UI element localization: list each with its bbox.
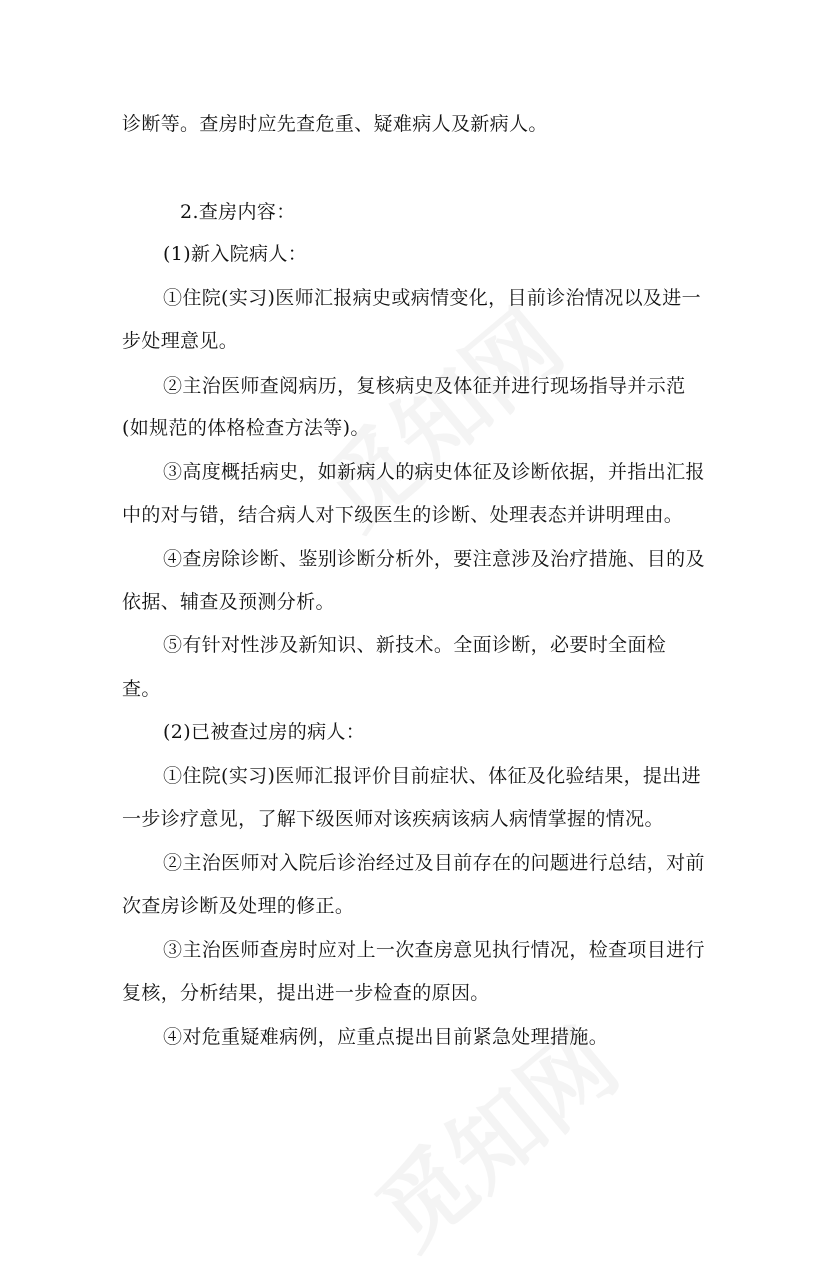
subsection-heading: (1)新入院病人： (163, 243, 308, 265)
paragraph-line: 次查房诊断及处理的修正。 (122, 895, 355, 917)
paragraph-line: ②主治医师查阅病历，复核病史及体征并进行现场指导并示范 (163, 375, 686, 397)
paragraph-line: ⑤有针对性涉及新知识、新技术。全面诊断，必要时全面检 (163, 634, 667, 656)
paragraph-line: ④查房除诊断、鉴别诊断分析外，要注意涉及治疗措施、目的及 (163, 548, 705, 570)
watermark-logo (360, 1013, 636, 1267)
paragraph-line: 复核，分析结果，提出进一步检查的原因。 (122, 982, 490, 1004)
paragraph-line: 一步诊疗意见，了解下级医师对该疾病该病人病情掌握的情况。 (122, 808, 664, 830)
paragraph-line: 查。 (122, 678, 161, 700)
paragraph-line: 依据、辅查及预测分析。 (122, 591, 335, 613)
paragraph-line: ①住院(实习)医师汇报评价目前症状、体征及化验结果，提出进 (163, 765, 701, 787)
paragraph-line: ③高度概括病史，如新病人的病史体征及诊断依据，并指出汇报 (163, 461, 705, 483)
paragraph-line: ②主治医师对入院后诊治经过及目前存在的问题进行总结，对前 (163, 852, 705, 874)
paragraph-line: 中的对与错，结合病人对下级医生的诊断、处理表态并讲明理由。 (122, 504, 684, 526)
paragraph-line: 诊断等。查房时应先查危重、疑难病人及新病人。 (122, 113, 548, 135)
subsection-heading: (2)已被查过房的病人： (163, 721, 366, 743)
paragraph-line: ④对危重疑难病例，应重点提出目前紧急处理措施。 (163, 1026, 609, 1048)
paragraph-line: ①住院(实习)医师汇报病史或病情变化，目前诊治情况以及进一 (163, 287, 701, 309)
paragraph-line: ③主治医师查房时应对上一次查房意见执行情况，检查项目进行 (163, 939, 705, 961)
section-heading: 2.查房内容： (180, 201, 296, 223)
paragraph-line: 步处理意见。 (122, 330, 239, 352)
paragraph-line: (如规范的体格检查方法等)。 (122, 417, 370, 439)
